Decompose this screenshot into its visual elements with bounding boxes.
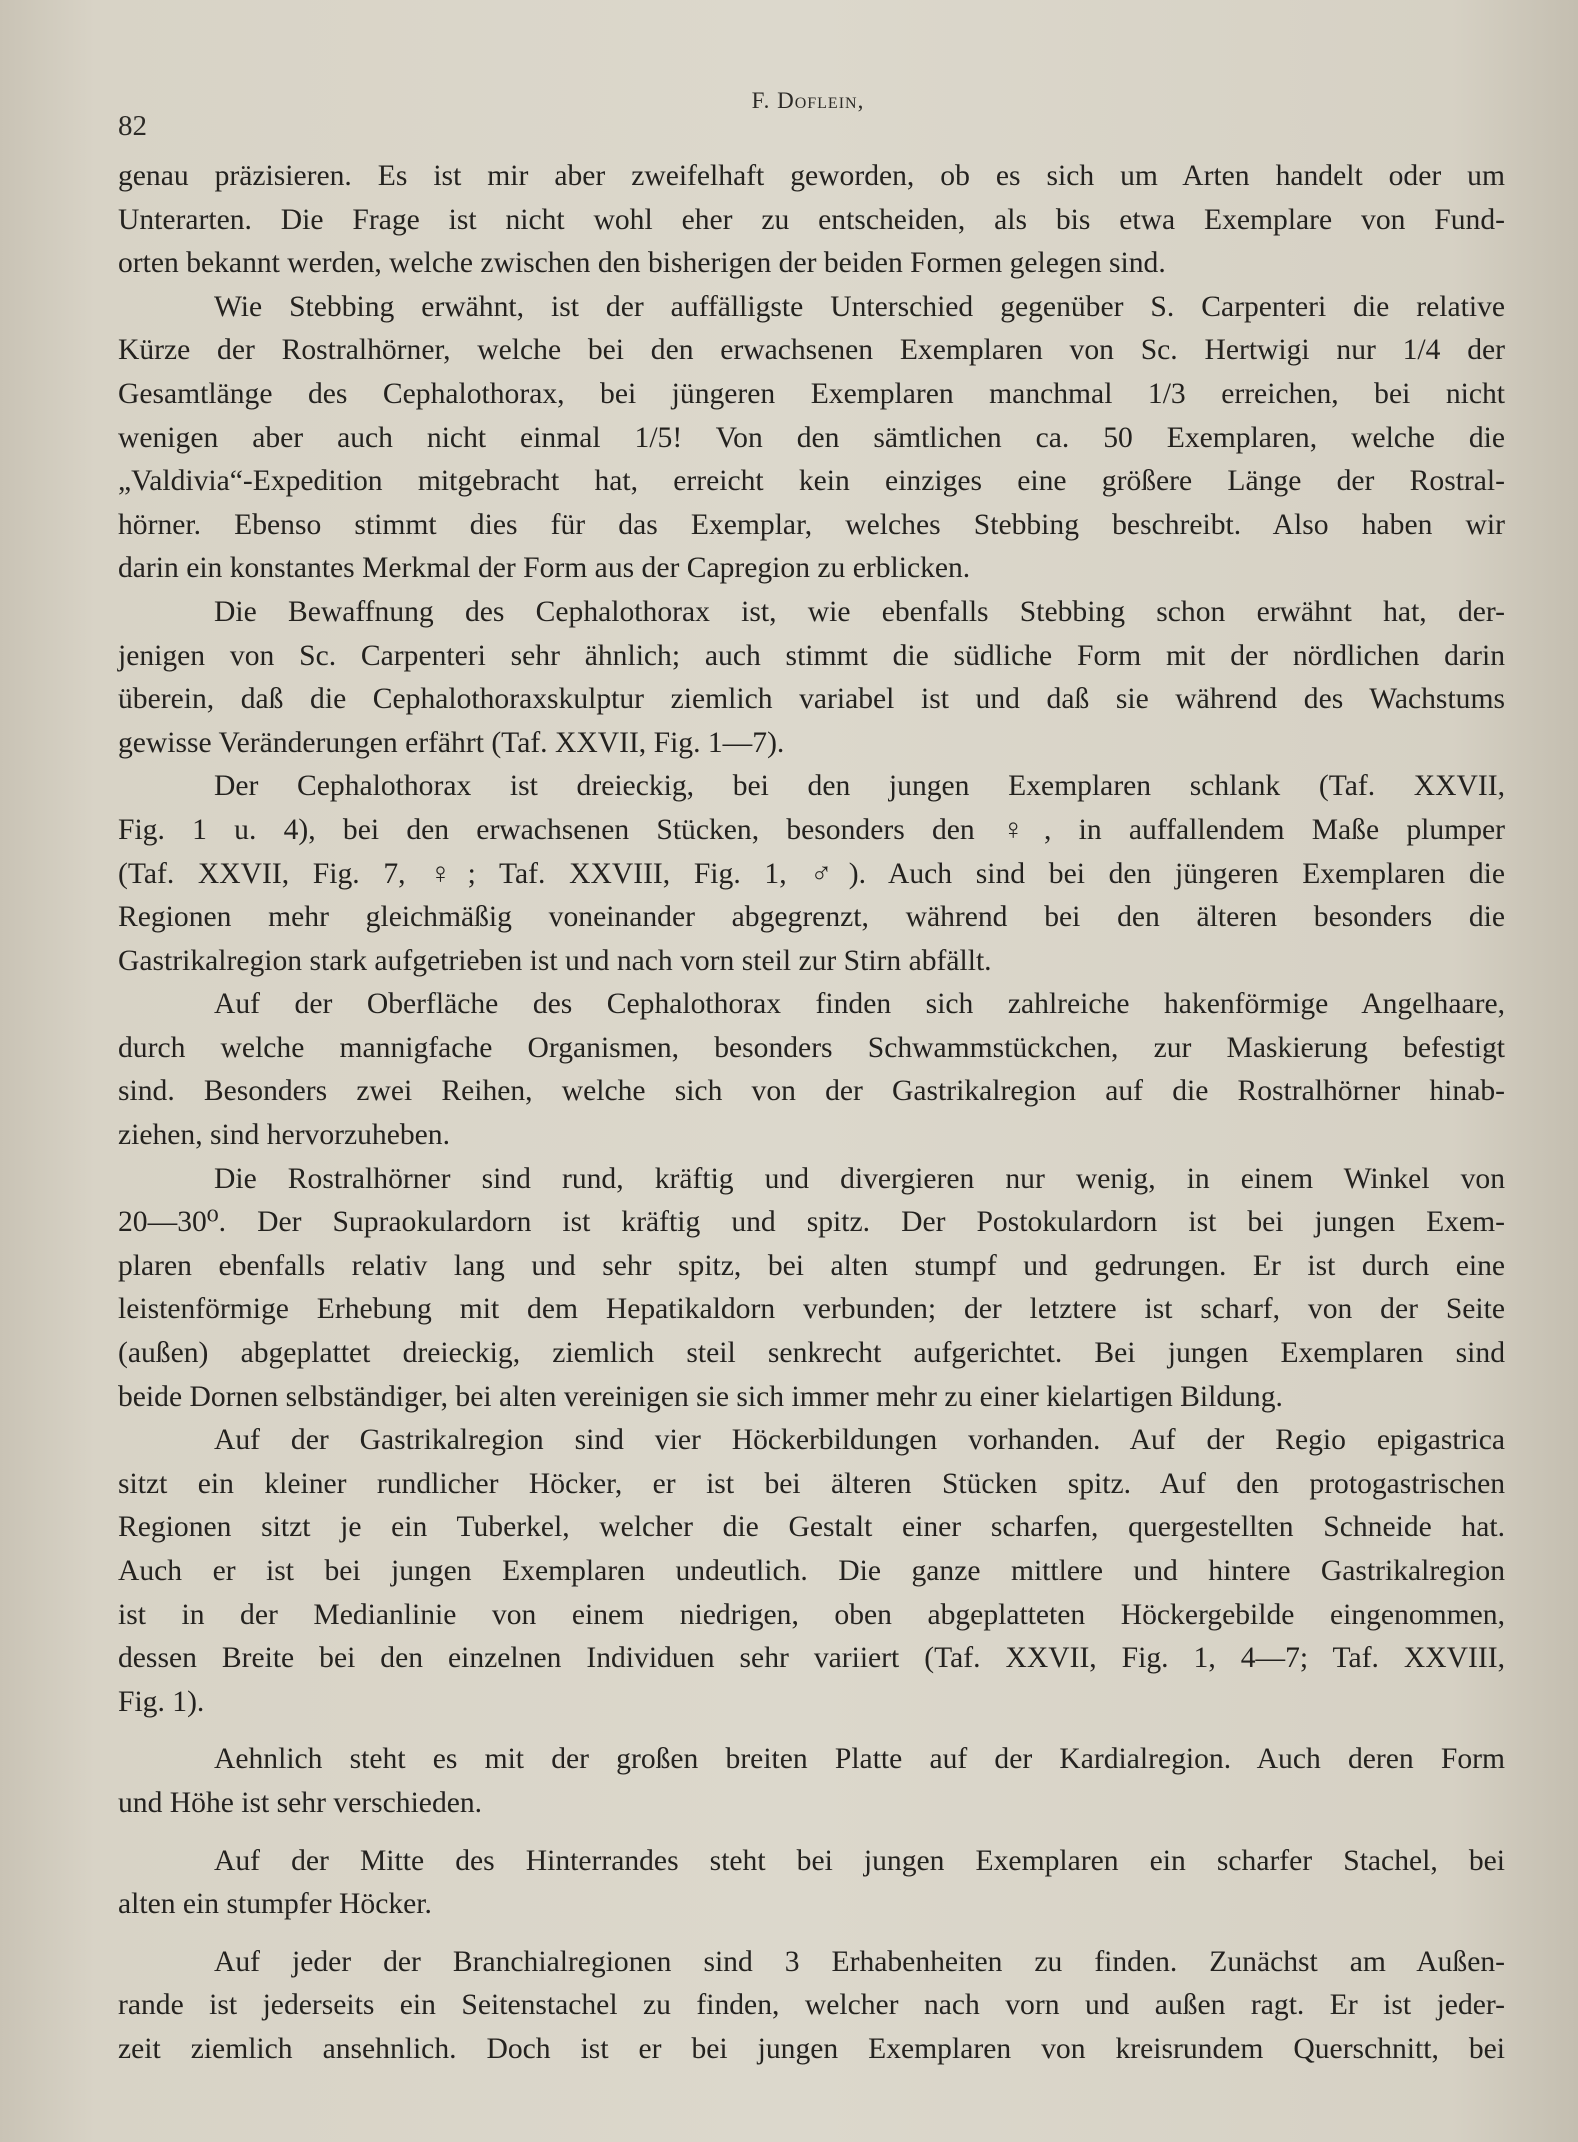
paragraph [118,1840,1505,1927]
paragraph [118,983,1505,1157]
text-line: sitzt ein kleiner rundlicher Höcker, er ist bei älteren Stücken spitz. Auf den protogastrischen [118,1467,1505,1500]
text-line: Die Rostralhörner sind rund, kräftig und divergieren nur wenig, in einem Winkel von [214,1162,1505,1195]
text-line: rande ist jederseits ein Seitenstachel zu finden, welcher nach vorn und außen ragt. Er ist jeder- [118,1989,1505,2022]
text-line: gewisse Veränderungen erfährt (Taf. XXVII, Fig. 1—7). [118,726,785,759]
text-line: jenigen von Sc. Carpenteri sehr ähnlich; auch stimmt die südliche Form mit der nördlichen darin [118,639,1505,672]
text-line: beide Dornen selbständiger, bei alten vereinigen sie sich immer mehr zu einer kielartigen Bildung. [118,1380,1283,1413]
text-line: Regionen sitzt je ein Tuberkel, welcher die Gestalt einer scharfen, quergestellten Schneide hat. [118,1511,1505,1544]
paragraph [118,1158,1505,1420]
text-line: plaren ebenfalls relativ lang und sehr spitz, bei alten stumpf und gedrungen. Er ist durch eine [118,1249,1505,1282]
paragraph [118,155,1505,286]
text-line: Fig. 1). [118,1685,205,1718]
text-line: orten bekannt werden, welche zwischen den bisherigen der beiden Formen gelegen sind. [118,247,1166,280]
text-line: genau präzisieren. Es ist mir aber zweifelhaft geworden, ob es sich um Arten handelt oder um [118,160,1505,192]
text-line: und Höhe ist sehr verschieden. [118,1786,483,1819]
text-line: wenigen aber auch nicht einmal 1/5! Von den sämtlichen ca. 50 Exemplaren, welche die [118,421,1505,454]
page-header [118,88,1498,148]
text-line: durch welche mannigfache Organismen, besonders Schwammstückchen, zur Maskierung befestigt [118,1031,1505,1064]
text-line: sind. Besonders zwei Reihen, welche sich von der Gastrikalregion auf die Rostralhörner hinab- [118,1075,1505,1108]
text-line: Unterarten. Die Frage ist nicht wohl eher zu entscheiden, als bis etwa Exemplare von Fund- [118,203,1505,236]
text-line: hörner. Ebenso stimmt dies für das Exemplar, welches Stebbing beschreibt. Also haben wir [118,508,1505,541]
text-line: Fig. 1 u. 4), bei den erwachsenen Stücken, besonders den ♀, in auffallendem Maße plumper [118,813,1505,846]
running-head: F. Doflein, [751,88,865,113]
text-line: „Valdivia“-Expedition mitgebracht hat, erreicht kein einziges eine größere Länge der Rostral- [118,465,1505,498]
text-line: (außen) abgeplattet dreieckig, ziemlich steil senkrecht aufgerichtet. Bei jungen Exemplaren sind [118,1337,1505,1370]
text-line: leistenförmige Erhebung mit dem Hepatikaldorn verbunden; der letztere ist scharf, von der Seite [118,1293,1505,1326]
page-number: 82 [118,110,147,142]
text-line: 20—30⁰. Der Supraokulardorn ist kräftig und spitz. Der Postokulardorn ist bei jungen Exem- [118,1206,1505,1239]
text-line: Auch er ist bei jungen Exemplaren undeutlich. Die ganze mittlere und hintere Gastrikalregion [118,1555,1505,1587]
text-line: Aehnlich steht es mit der großen breiten Platte auf der Kardialregion. Auch deren Form [214,1743,1505,1776]
text-line: Auf der Oberfläche des Cephalothorax finden sich zahlreiche hakenförmige Angelhaare, [214,988,1505,1021]
text-line: Der Cephalothorax ist dreieckig, bei den jungen Exemplaren schlank (Taf. XXVII, [214,770,1505,803]
text-line: ist in der Medianlinie von einem niedrigen, oben abgeplatteten Höckergebilde eingenommen, [118,1598,1505,1631]
paragraph [118,591,1505,765]
paragraph [118,1941,1505,2072]
body-text [118,155,1505,2072]
text-line: Auf der Gastrikalregion sind vier Höckerbildungen vorhanden. Auf der Regio epigastrica [214,1424,1505,1457]
text-line: Gastrikalregion stark aufgetrieben ist und nach vorn steil zur Stirn abfällt. [118,944,992,977]
paragraph [118,765,1505,983]
text-line: darin ein konstantes Merkmal der Form aus der Capregion zu erblicken. [118,552,971,585]
text-line: ziehen, sind hervorzuheben. [118,1119,450,1152]
text-line: überein, daß die Cephalothoraxskulptur ziemlich variabel ist und daß sie während des Wachstums [118,683,1505,716]
text-line: Regionen mehr gleichmäßig voneinander abgegrenzt, während bei den älteren besonders die [118,901,1505,934]
text-line: Wie Stebbing erwähnt, ist der auffälligste Unterschied gegenüber S. Carpenteri die relative [214,290,1505,323]
text-line: Die Bewaffnung des Cephalothorax ist, wie ebenfalls Stebbing schon erwähnt hat, der- [214,595,1505,628]
text-line: Gesamtlänge des Cephalothorax, bei jüngeren Exemplaren manchmal 1/3 erreichen, bei nicht [118,377,1505,410]
text-line: Auf jeder der Branchialregionen sind 3 Erhabenheiten zu finden. Zunächst am Außen- [214,1945,1505,1978]
text-line: alten ein stumpfer Höcker. [118,1888,432,1921]
paragraph [118,1419,1505,1724]
paragraph [118,286,1505,591]
text-line: dessen Breite bei den einzelnen Individuen sehr variiert (Taf. XXVII, Fig. 1, 4—7; Taf. XXVIII, [118,1642,1505,1675]
text-line: Auf der Mitte des Hinterrandes steht bei jungen Exemplaren ein scharfer Stachel, bei [214,1844,1505,1877]
text-line: (Taf. XXVII, Fig. 7, ♀; Taf. XXVIII, Fig. 1, ♂). Auch sind bei den jüngeren Exemplaren die [118,857,1505,890]
text-line: Kürze der Rostralhörner, welche bei den erwachsenen Exemplaren von Sc. Hertwigi nur 1/4 der [118,334,1505,367]
paragraph [118,1738,1505,1825]
text-line: zeit ziemlich ansehnlich. Doch ist er bei jungen Exemplaren von kreisrundem Querschnitt, bei [118,2032,1505,2065]
